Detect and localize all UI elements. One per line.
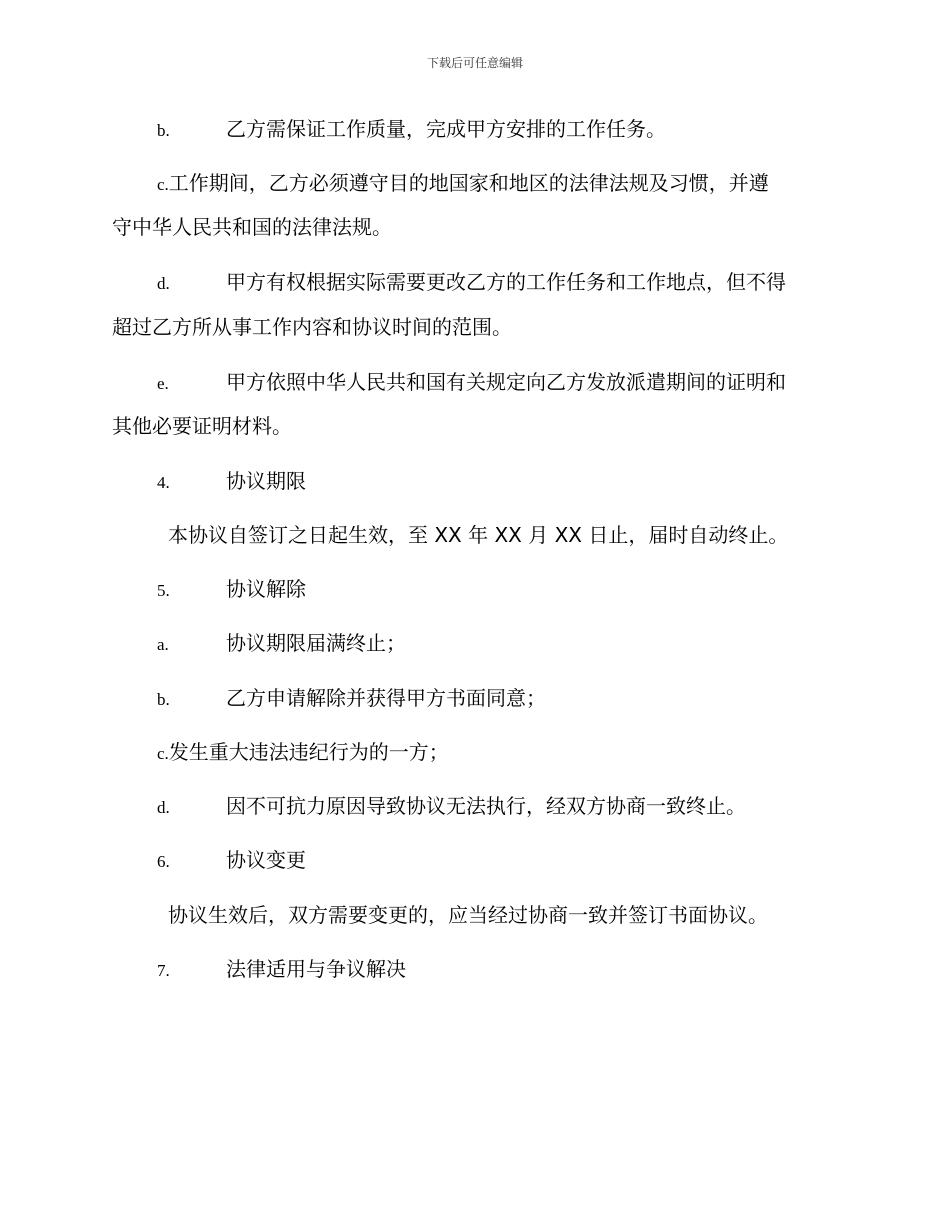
clause-b-application (157, 684, 546, 714)
section-4-body (168, 521, 788, 549)
list-marker: e. (157, 374, 169, 393)
clause-e-certificates-continued (112, 412, 292, 440)
list-marker: c. (157, 744, 169, 763)
section-number: 6. (157, 852, 170, 871)
clause-text: 协议期限届满终止； (226, 631, 406, 655)
section-number: 4. (157, 473, 170, 492)
clause-text: 超过乙方所从事工作内容和协议时间的范围。 (112, 315, 512, 339)
clause-c-laws (157, 169, 769, 199)
section-6-heading (157, 846, 306, 876)
list-marker: d. (157, 274, 170, 293)
clause-text: 发生重大违法违纪行为的一方； (168, 740, 449, 764)
clause-c-violation (157, 738, 449, 768)
clause-text: 乙方申请解除并获得甲方书面同意； (226, 686, 546, 710)
section-title: 协议期限 (226, 469, 306, 493)
clause-text: 因不可抗力原因导致协议无法执行，经双方协商一致终止。 (226, 794, 746, 818)
clause-text: 甲方依照中华人民共和国有关规定向乙方发放派遣期间的证明和 (226, 370, 786, 394)
section-7-heading (157, 955, 406, 985)
clause-e-certificates (157, 368, 786, 398)
section-title: 协议解除 (226, 577, 306, 601)
clause-d-force-majeure (157, 792, 746, 822)
section-6-body (168, 901, 768, 929)
clause-text: 甲方有权根据实际需要更改乙方的工作任务和工作地点，但不得 (226, 270, 786, 294)
list-marker: c. (157, 175, 169, 194)
section-title: 协议变更 (226, 848, 306, 872)
clause-text: 乙方需保证工作质量，完成甲方安排的工作任务。 (226, 117, 666, 141)
clause-b-work-quality (157, 115, 666, 145)
list-marker: b. (157, 690, 170, 709)
section-title: 法律适用与争议解决 (226, 957, 406, 981)
list-marker: d. (157, 798, 170, 817)
page-header: 下载后可任意编辑 (426, 56, 523, 70)
clause-d-change-task (157, 268, 786, 298)
clause-text: 其他必要证明材料。 (112, 414, 292, 438)
clause-c-laws-continued (112, 213, 392, 241)
section-body-text: 协议生效后，双方需要变更的，应当经过协商一致并签订书面协议。 (168, 903, 768, 927)
clause-d-change-task-continued (112, 313, 512, 341)
list-marker: a. (157, 635, 169, 654)
section-4-heading (157, 467, 306, 497)
section-number: 5. (157, 581, 170, 600)
clause-text: 工作期间，乙方必须遵守目的地国家和地区的法律法规及习惯，并遵 (168, 171, 769, 195)
clause-a-expiry (157, 629, 406, 659)
clause-text: 守中华人民共和国的法律法规。 (112, 215, 392, 239)
section-5-heading (157, 575, 306, 605)
section-body-text: 本协议自签订之日起生效，至 XX 年 XX 月 XX 日止，届时自动终止。 (168, 523, 789, 547)
list-marker: b. (157, 121, 170, 140)
section-number: 7. (157, 961, 170, 980)
